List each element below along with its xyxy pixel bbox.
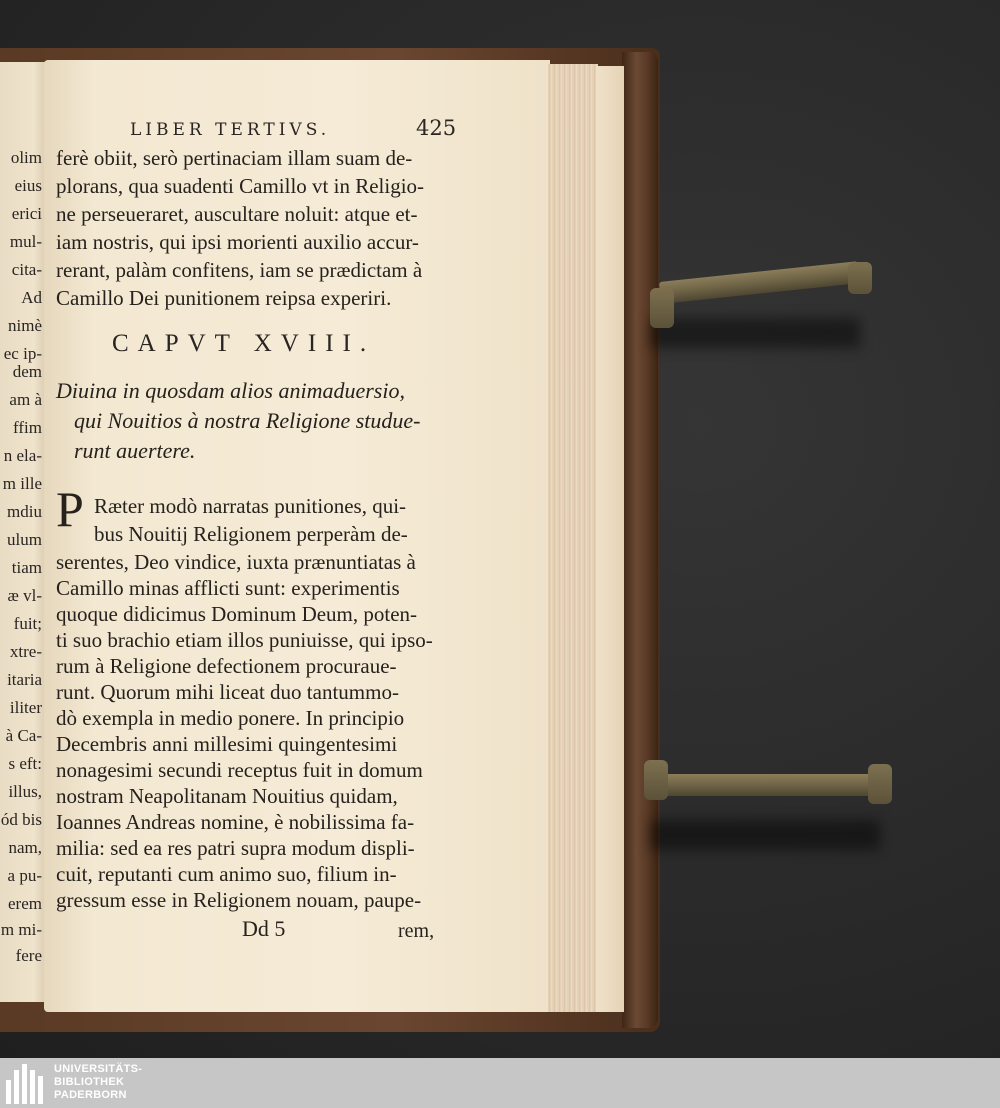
left-page-fragment: s eft:	[8, 754, 42, 773]
text-line: ferè obiit, serò pertinaciam illam suam de-	[56, 146, 413, 170]
text-line: serentes, Deo vindice, iuxta prænuntiatas à	[56, 550, 416, 574]
upper-clasp	[659, 261, 860, 304]
left-page-fragment: ffim	[13, 418, 42, 437]
catchword: rem,	[398, 920, 435, 942]
left-page-fragment: ód bis	[0, 810, 42, 829]
left-page-fragment: æ vl-	[7, 586, 42, 605]
left-page-fragment: tiam	[11, 558, 42, 577]
clasp-shadow	[650, 820, 880, 850]
text-line: gressum esse in Religionem nouam, paupe-	[56, 888, 422, 912]
left-page-fragment: Ad	[21, 288, 42, 307]
chapter-summary-line: qui Nouitios à nostra Religione studue-	[74, 408, 421, 433]
left-page-fragment: fere	[15, 946, 42, 965]
left-page-fragment: am à	[9, 390, 42, 409]
text-line: dò exempla in medio ponere. In principio	[56, 706, 405, 730]
book-cover-edge	[622, 52, 658, 1028]
left-facing-page	[0, 62, 48, 1002]
text-line: rerant, palàm confitens, iam se prædictam à	[56, 258, 423, 282]
left-page-fragment: à Ca-	[5, 726, 42, 745]
logo-line: UNIVERSITÄTS-	[54, 1063, 143, 1075]
lower-clasp-hinge	[644, 760, 668, 800]
left-page-fragment: cita-	[11, 260, 42, 279]
text-line: cuit, reputanti cum animo suo, filium in-	[56, 862, 397, 886]
running-head: LIBER TERTIVS.	[130, 120, 331, 140]
left-page-fragment: illus,	[8, 782, 42, 801]
left-page-fragment: nam,	[8, 838, 42, 857]
text-line: bus Nouitij Religionem perperàm de-	[94, 522, 408, 546]
left-page-fragment: ec ip-	[3, 344, 42, 363]
text-line: Decembris anni millesimi quingentesimi	[56, 732, 398, 756]
lower-clasp-tip	[868, 764, 892, 804]
text-line: milia: sed ea res patri supra modum displi-	[56, 836, 415, 860]
text-line: runt. Quorum mihi liceat duo tantummo-	[56, 680, 399, 704]
page-fore-edge	[548, 64, 598, 1012]
lower-clasp	[660, 774, 882, 796]
left-page-fragment: olim	[10, 148, 42, 167]
chapter-summary-line: runt auertere.	[74, 438, 196, 463]
logo-line: PADERBORN	[54, 1089, 127, 1101]
text-line: nonagesimi secundi receptus fuit in domum	[56, 758, 423, 782]
left-page-fragment: ulum	[7, 530, 42, 549]
page-fore-edge-inner	[596, 66, 624, 1012]
text-line: Ræter modò narratas punitiones, qui-	[94, 494, 407, 518]
left-page-fragment: nimè	[8, 316, 42, 335]
left-page-fragment: m ille	[2, 474, 42, 493]
left-page-fragment: mul-	[9, 232, 42, 251]
page-number: 425	[416, 116, 457, 140]
left-page-fragment: xtre-	[9, 642, 42, 661]
left-page-fragment: erici	[11, 204, 42, 223]
left-page-fragment: iliter	[9, 698, 42, 717]
left-page-fragment: eius	[14, 176, 42, 195]
upper-clasp-hinge	[650, 288, 674, 328]
chapter-summary-line: Diuina in quosdam alios animaduersio,	[56, 378, 405, 403]
left-page-fragment: mdiu	[7, 502, 42, 521]
chapter-heading: CAPVT XVIII.	[112, 330, 376, 357]
text-line: Camillo minas afflicti sunt: experimentis	[56, 576, 400, 600]
drop-cap: P	[56, 481, 84, 537]
text-line: iam nostris, qui ipsi morienti auxilio accur-	[56, 230, 419, 254]
left-page-fragment: erem	[8, 894, 42, 913]
text-line: ti suo brachio etiam illos puniuisse, qui ipso-	[56, 628, 433, 652]
left-page-fragment: dem	[12, 362, 42, 381]
text-line: Ioannes Andreas nomine, è nobilissima fa-	[56, 810, 415, 834]
left-page-fragment: fuit;	[13, 614, 42, 633]
text-line: rum à Religione defectionem procuraue-	[56, 654, 397, 678]
text-line: nostram Neapolitanam Nouitius quidam,	[56, 784, 398, 808]
logo-line: BIBLIOTHEK	[54, 1076, 125, 1088]
text-line: ne perseueraret, auscultare noluit: atque et-	[56, 202, 418, 226]
clasp-shadow	[650, 318, 860, 348]
left-page-fragment: m mi-	[0, 920, 42, 939]
text-line: quoque didicimus Dominum Deum, poten-	[56, 602, 418, 626]
signature-mark: Dd 5	[242, 916, 286, 941]
left-page-fragment: a pu-	[7, 866, 42, 885]
text-line: plorans, qua suadenti Camillo vt in Religio-	[56, 174, 425, 198]
left-page-fragment: itaria	[7, 670, 42, 689]
text-line: Camillo Dei punitionem reipsa experiri.	[56, 286, 392, 310]
upper-clasp-tip	[848, 262, 872, 294]
library-logo-text	[54, 1063, 142, 1102]
university-library-bars-icon	[6, 1062, 50, 1104]
footer-bar	[0, 1058, 1000, 1108]
left-page-fragment: n ela-	[3, 446, 42, 465]
